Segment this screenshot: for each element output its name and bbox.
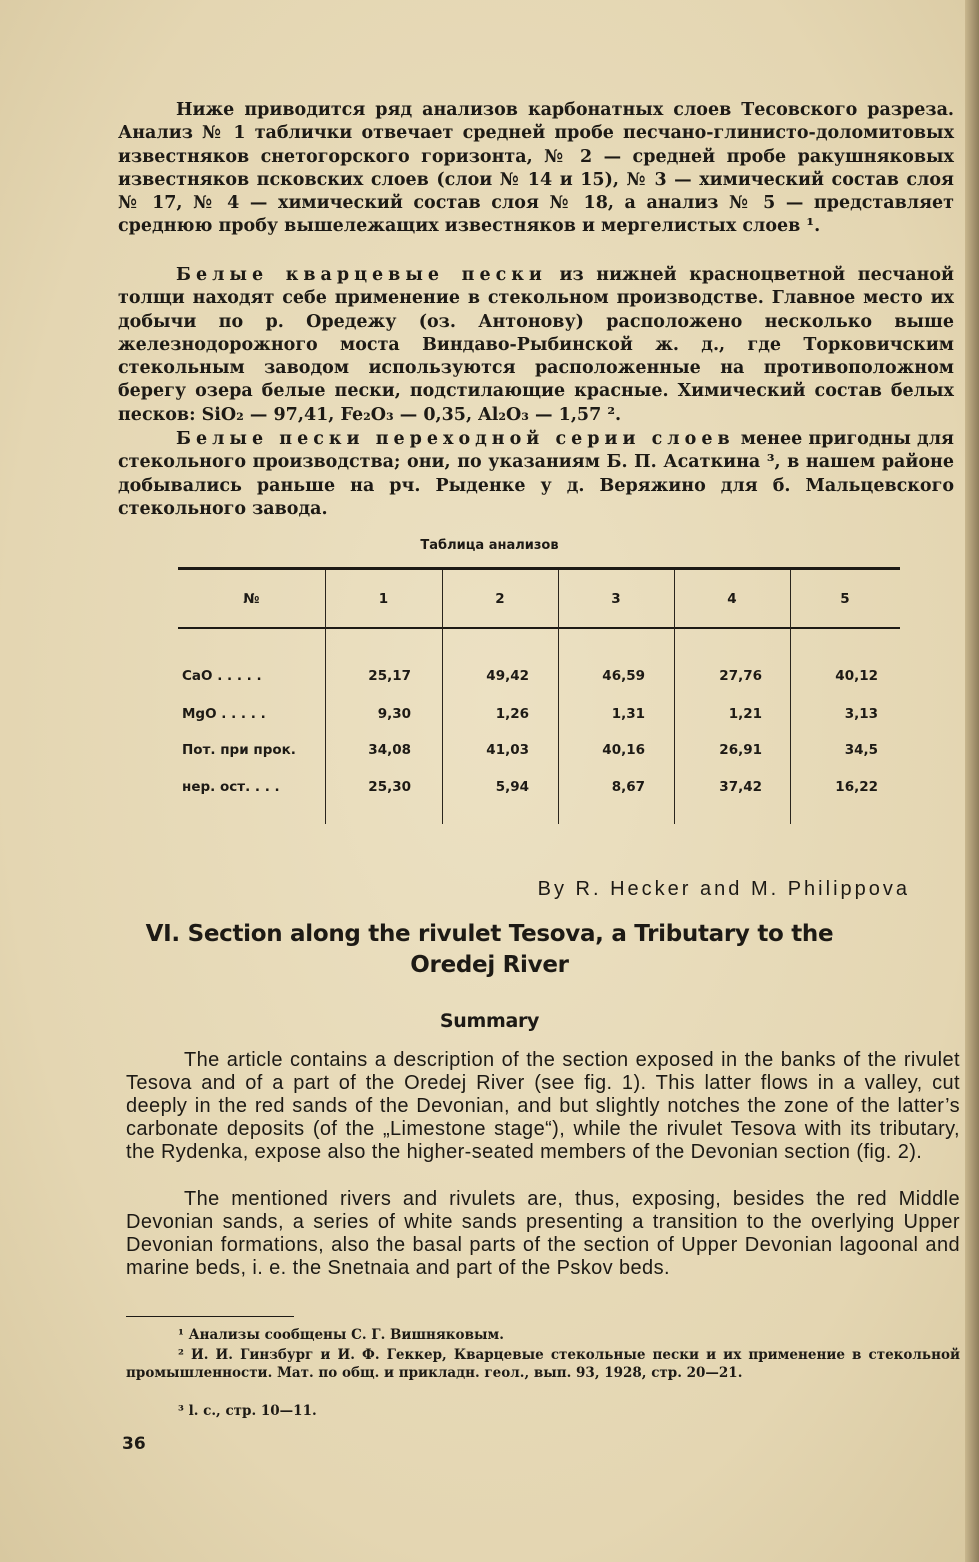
section-heading-line-1: VI. Section along the rivulet Tesova, a Tributary to the [145,921,834,947]
table-cell: 1,26 [495,706,529,722]
footnote-1: ¹ Анализы сообщены С. Г. Вишняковым. [178,1327,504,1343]
table-cell: 34,08 [368,742,411,758]
table-cell: 1,31 [611,706,645,722]
footnote-2: ² И. И. Гинзбург и И. Ф. Геккер, Кварцевые стекольные пески и их применение в стекольной промышленности. Мат. по общ. и прикладн. геол., вып. 93, 1928, стр. 20—21. [126,1347,960,1381]
footnote-3: ³ l. c., стр. 10—11. [178,1403,317,1419]
table-row-label: MgO . . . . . [182,706,266,722]
table-cell: 27,76 [719,668,762,684]
table-cell: 1,21 [728,706,762,722]
byline: By R. Hecker and M. Philippova [537,878,910,900]
paragraph-ru-3-text: менее пригодны для стекольного производства; они, по указаниям Б. П. Асаткина ³, в нашем районе добывались раньше на рч. Рыденке у д. Веряжино для б. Мальцевского стекольного завода. [118,429,954,519]
table-cell: 34,5 [844,742,878,758]
table-cell: 49,42 [486,668,529,684]
table-header-cell: 5 [840,591,850,607]
table-title: Таблица анализов [420,538,559,553]
paragraph-en-2: The mentioned rivers and rivulets are, thus, exposing, besides the red Middle Devonian sands, a series of white sands presenting a transition to the overlying Upper Devonian formations, also the basal parts of the section of Upper Devonian lagoonal and marine beds, i. e. the Snetnaia and part of the Pskov beds. [126,1188,960,1279]
table-header-cell: 1 [378,591,389,607]
table-cell: 46,59 [602,668,645,684]
spaced-lead: Белые пески переходной серии слоев [176,429,735,449]
table-cell: 40,16 [602,742,645,758]
section-heading-line-2: Oredej River [410,952,569,978]
table-cell: 25,30 [368,779,411,795]
table-header-cell: 3 [611,591,621,607]
paragraph-ru-2 [118,264,954,427]
table-cell: 41,03 [486,742,529,758]
paragraph-ru-1 [118,99,954,239]
page-number: 36 [122,1434,146,1454]
summary-title: Summary [439,1010,540,1032]
paragraph-ru-3 [118,428,954,521]
table-cell: 37,42 [719,779,762,795]
page-edge [965,0,979,1562]
footnote-rule [126,1316,294,1317]
table-cell: 8,67 [611,779,645,795]
paragraph-ru-1-text: Ниже приводится ряд анализов карбонатных слоев Тесовского разреза. Анализ № 1 таблички отвечает средней пробе песчано-глинисто-доломитовых известняков снетогорского горизонта, № 2 — средней пробе ракушняковых известняков псковских слоев (слои № 14 и 15), № 3 — химический состав слоя № 17, № 4 — химический состав слоя № 18, а анализ № 5 — представляет среднюю пробу вышележащих известняков и мергелистых слоев ¹. [118,100,954,237]
table-header-cell: 4 [727,591,737,607]
table-cell: 25,17 [368,668,411,684]
table-top-rule [178,567,900,570]
table-cell: 5,94 [495,779,529,795]
table-header-cell: 2 [495,591,505,607]
paragraph-ru-2-text: из нижней красноцветной песчаной толщи находят себе применение в стекольном производстве. Главное место их добычи по р. Оредежу (оз. Антонову) расположено несколько выше железнодорожного моста Виндаво-Рыбинской ж. д., где Торковичским стекольным заводом используются расположенные на противоположном берегу озера белые пески, подстилающие красные. Химический состав белых песков: SiO₂ — 97,41, Fe₂O₃ — 0,35, Al₂O₃ — 1,57 ². [118,265,954,425]
table-row-label: нер. ост. . . . [182,779,280,795]
spaced-lead: Белые кварцевые пески [176,265,547,285]
paragraph-en-1: The article contains a description of the section exposed in the banks of the rivulet Tesova and of a part of the Oredej River (see fig. 1). This latter flows in a valley, cut deeply in the red sands of the Devonian, and but slightly notches the zone of the latter’s carbonate deposits (of the „Limestone stage“), while the rivulet Tesova with its tributary, the Rydenka, expose also the higher-seated members of the Devonian section (fig. 2). [126,1049,960,1163]
table-row-label: Пот. при прок. [182,742,296,758]
table-cell: 40,12 [835,668,878,684]
table-header-rule [178,627,900,629]
table-row-label: CaO . . . . . [182,668,262,684]
table-cell: 9,30 [377,706,411,722]
table-cell: 26,91 [719,742,762,758]
table-cell: 16,22 [835,779,878,795]
table-header-cell: № [243,591,260,607]
table-cell: 3,13 [844,706,878,722]
